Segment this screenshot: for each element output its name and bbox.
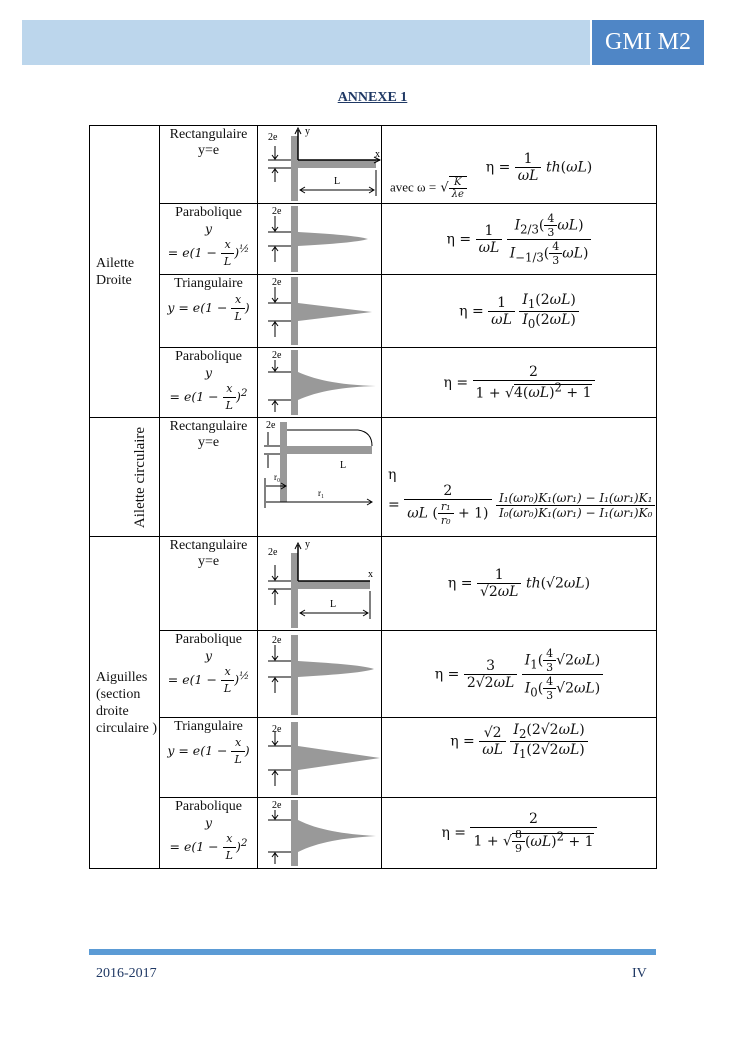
svg-text:2e: 2e bbox=[268, 547, 278, 558]
footer-page-number: IV bbox=[632, 966, 647, 981]
svg-text:x: x bbox=[368, 569, 373, 580]
profile-name: Parabolique bbox=[175, 632, 242, 647]
group-label-circulaire: Ailette circulaire bbox=[90, 418, 160, 537]
profile-name: Rectangulaire bbox=[169, 127, 248, 142]
svg-text:2e: 2e bbox=[272, 206, 282, 217]
svg-text:2e: 2e bbox=[272, 277, 282, 288]
formula-r7: η = $\frac{3}{2√2\omega L}$ $I_1$( $\frac{4}{3}$ √2ωL) $I_0$( $\frac{4}{3}$ √2ωL) bbox=[382, 631, 657, 718]
profile-equation: y = e(1 − $\frac{x}{L}$ )$^{\frac{1}{2}}$ bbox=[167, 221, 250, 268]
svg-text:2e: 2e bbox=[266, 420, 276, 431]
figure-parabolic-sq-needle bbox=[258, 798, 382, 869]
profile-cell bbox=[160, 348, 258, 418]
profile-cell bbox=[160, 275, 258, 348]
svg-text:L: L bbox=[330, 599, 337, 610]
svg-text:r₀: r₀ bbox=[274, 472, 281, 482]
figure-rect-needle bbox=[258, 537, 382, 631]
figure-rect-fin bbox=[258, 126, 382, 204]
footer-year: 2016-2017 bbox=[96, 966, 157, 981]
table-row bbox=[90, 537, 657, 631]
profile-cell bbox=[160, 798, 258, 869]
header-badge: GMI M2 bbox=[592, 20, 704, 65]
formula-r4: η = $\frac{2}{1 + √4(\omega L)^2 + 1}$ bbox=[382, 348, 657, 418]
profile-equation: y = e(1 − $\frac{x}{L}$ ) bbox=[167, 736, 250, 766]
profile-equation: y = e(1 − $\frac{x}{L}$ )$^2$ bbox=[169, 365, 248, 412]
profile-cell bbox=[160, 126, 258, 204]
profile-name: Parabolique bbox=[175, 799, 242, 814]
svg-text:r₁: r₁ bbox=[318, 488, 325, 498]
formula-cell bbox=[382, 126, 657, 204]
formula-r6: η = $\frac{1}{√2\omega L}$ th(√2ωL) bbox=[382, 537, 657, 631]
figure-parabolic-fin bbox=[258, 204, 382, 275]
profile-cell bbox=[160, 418, 258, 537]
figure-parabolic-needle bbox=[258, 631, 382, 718]
profile-equation: y=e bbox=[197, 143, 220, 158]
footer-bar bbox=[89, 949, 656, 955]
figure-parabolic-sq-fin bbox=[258, 348, 382, 418]
table-row bbox=[90, 275, 657, 348]
profile-name: Triangulaire bbox=[174, 276, 243, 291]
svg-text:2e: 2e bbox=[272, 635, 282, 646]
svg-text:y: y bbox=[305, 126, 310, 137]
profile-cell bbox=[160, 718, 258, 798]
profile-equation: y=e bbox=[197, 554, 220, 569]
profile-name: Parabolique bbox=[175, 349, 242, 364]
table-row bbox=[90, 418, 657, 537]
header-bar bbox=[22, 20, 590, 65]
profile-equation: y = e(1 − $\frac{x}{L}$ )$^{\frac{1}{2}}$ bbox=[167, 648, 250, 695]
profile-cell bbox=[160, 204, 258, 275]
svg-text:x: x bbox=[375, 149, 380, 160]
table-row bbox=[90, 631, 657, 718]
table-row bbox=[90, 798, 657, 869]
formula-r1: η = $\frac{1}{\omega L}$ th(ωL) bbox=[485, 151, 593, 184]
svg-text:2e: 2e bbox=[272, 724, 282, 735]
svg-text:2e: 2e bbox=[268, 132, 278, 143]
table-row bbox=[90, 718, 657, 798]
svg-text:L: L bbox=[334, 176, 341, 187]
profile-cell bbox=[160, 537, 258, 631]
profile-equation: y = e(1 − $\frac{x}{L}$ ) bbox=[167, 293, 250, 323]
formula-r5: η = 2 ωL ( $\frac{\text{r₁}}{\text{r₀}}$ + 1) $\frac{\text{I₁(ωr₀)K₁(ωr₁) − I₁(ωr₁)K₁}}{\text{I₀(ωr₀)K₁(ωr₁) − I₁(ωr₁)K₀}}$ bbox=[382, 418, 657, 537]
formula-r9: η = 2 1 + √ $\frac{8}{9}$ $(\omega L)^2 + 1$ bbox=[382, 798, 657, 869]
table-row bbox=[90, 204, 657, 275]
profile-name: Rectangulaire bbox=[169, 538, 248, 553]
profile-name: Parabolique bbox=[175, 205, 242, 220]
formula-r3: η = $\frac{1}{\omega L}$ $\frac{I_1(2\omega L)}{I_0(2\omega L)}$ bbox=[382, 275, 657, 348]
profile-equation: y=e bbox=[197, 435, 220, 450]
annex-table bbox=[89, 125, 657, 869]
group-label-droite: Ailette Droite bbox=[90, 126, 160, 418]
figure-circular-fin bbox=[258, 418, 382, 537]
formula-r8: η = $\frac{√2}{\omega L}$ $\frac{I_2(2√2\omega L)}{I_1(2√2\omega L)}$ bbox=[382, 718, 657, 798]
group-label-aiguilles: Aiguilles (section droite circulaire ) bbox=[90, 537, 160, 869]
svg-text:2e: 2e bbox=[272, 350, 282, 361]
svg-text:2e: 2e bbox=[272, 800, 282, 811]
formula-r1-avec: avec ω = √ $\frac{K}{\lambda e}$ bbox=[390, 176, 467, 200]
formula-r2: η = $\frac{1}{\omega L}$ $I_{2/3}$( $\frac{4}{3}$ ωL) $I_{-1/3}$( $\frac{4}{3}$ ωL) bbox=[382, 204, 657, 275]
profile-equation: y = e(1 − $\frac{x}{L}$ )$^2$ bbox=[169, 815, 248, 862]
svg-text:L: L bbox=[340, 460, 347, 471]
profile-name: Triangulaire bbox=[174, 719, 243, 734]
svg-text:y: y bbox=[305, 539, 310, 550]
table-row bbox=[90, 348, 657, 418]
profile-name: Rectangulaire bbox=[169, 419, 248, 434]
page-title: ANNEXE 1 bbox=[337, 90, 408, 105]
profile-cell bbox=[160, 631, 258, 718]
table-row bbox=[90, 126, 657, 204]
figure-triangular-needle bbox=[258, 718, 382, 798]
figure-triangular-fin bbox=[258, 275, 382, 348]
